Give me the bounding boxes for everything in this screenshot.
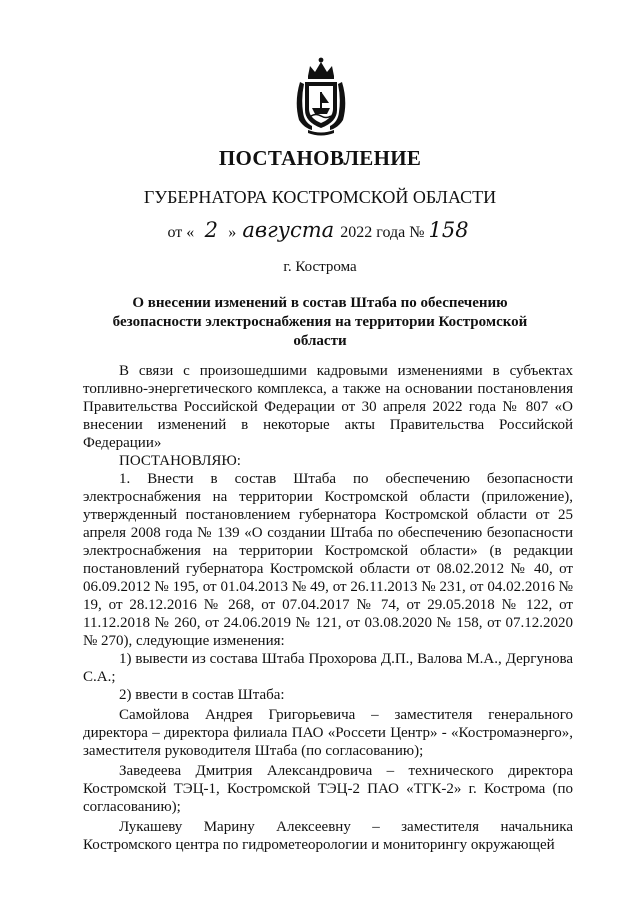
decree-line: ПОСТАНОВЛЯЮ: [119, 453, 241, 469]
document-number: 158 [428, 218, 469, 242]
document-body [83, 362, 573, 854]
number-sign: № [409, 224, 425, 241]
date-close-quote: » [228, 224, 237, 241]
date-year: 2022 года [340, 224, 406, 241]
intro-paragraph: В связи с произошедшими кадровыми изменениями в субъектах топливно-энергетического комплекса, а также на основании постановления Правительства Российской Федерации от 30 апреля 2022 года № 807 «О внесении изменений в некоторые акты Правительства Российской Федерации» [83, 363, 573, 451]
city: г. Кострома [283, 259, 357, 275]
date-day: 2 [204, 218, 218, 242]
person-1-paragraph: Самойлова Андрея Григорьевича – заместителя генерального директора – директора филиала ПАО «Россети Центр» - «Костромаэнерго», заместителя руководителя Штаба (по согласованию); [83, 707, 573, 759]
person-2-paragraph: Заведеева Дмитрия Александровича – технического директора Костромской ТЭЦ-1, Костромской ТЭЦ-2 ПАО «ТГК-2» г. Кострома (по согласованию); [83, 763, 573, 815]
document-heading: О внесении изменений в состав Штаба по обеспечению безопасности электроснабжения на территории Костромской области [112, 295, 528, 349]
document-issuer: ГУБЕРНАТОРА КОСТРОМСКОЙ ОБЛАСТИ [143, 187, 497, 207]
person-3-paragraph: Лукашеву Марину Алексеевну – заместителя начальника Костромского центра по гидрометеорологии и мониторингу окружающей [83, 819, 573, 853]
date-prefix: от « [167, 224, 195, 241]
subitem-1-paragraph: 1) вывести из состава Штаба Прохорова Д.П., Валова М.А., Дергунова С.А.; [83, 651, 573, 685]
subitem-2-paragraph: 2) ввести в состав Штаба: [119, 687, 285, 703]
document-title: ПОСТАНОВЛЕНИЕ [218, 146, 422, 170]
item-1-paragraph: 1. Внести в состав Штаба по обеспечению безопасности электроснабжения на территории Костромской области (приложение), утвержденный постановлением губернатора Костромской области от 25 апреля 2008 года № 139 «О создании Штаба по обеспечению безопасности электроснабжения на территории Костромской области» (в редакции постановлений губернатора Костромской области от 08.02.2012 № 40, от 06.09.2012 № 195, от 01.04.2013 № 49, от 26.11.2013 № 231, от 04.02.2016 № 19, от 28.12.2016 № 268, от 07.04.2017 № 74, от 29.05.2018 № 122, от 11.12.2018 № 260, от 24.06.2019 № 121, от 03.08.2020 № 158, от 07.12.2020 № 270), следующие изменения: [83, 471, 573, 649]
date-month: августа [242, 218, 335, 242]
coat-of-arms-emblem [290, 56, 352, 136]
date-number-line [0, 218, 640, 242]
